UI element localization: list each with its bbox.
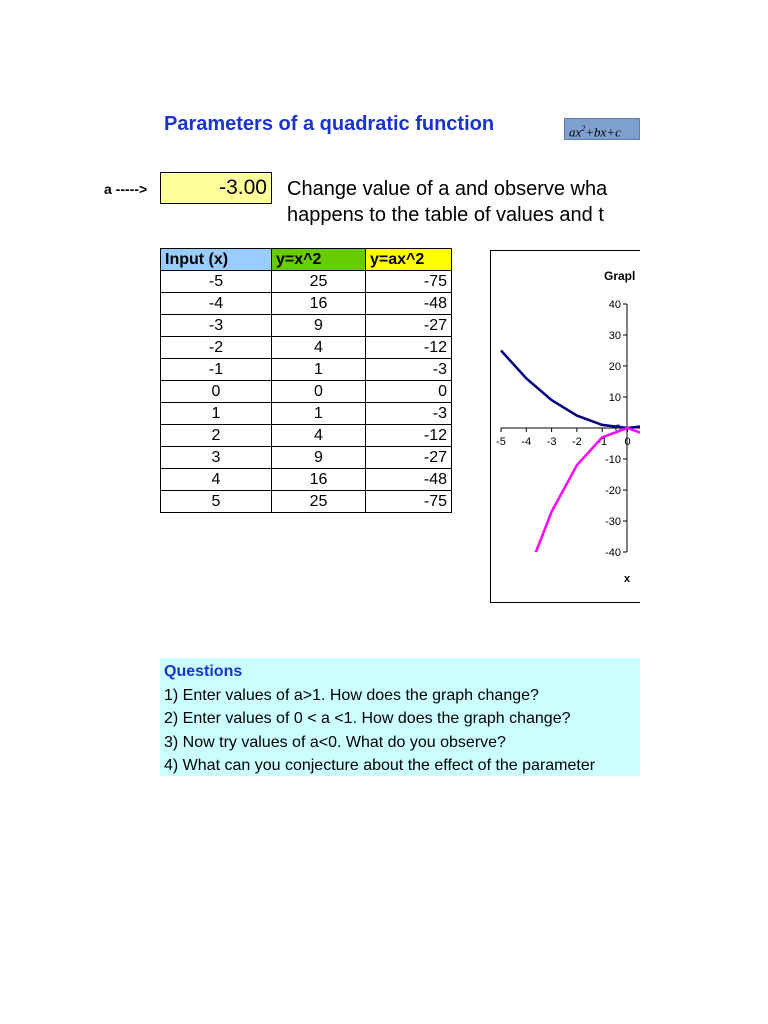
table-cell[interactable]: -75 xyxy=(366,491,452,513)
table-cell[interactable]: 2 xyxy=(161,425,272,447)
formula-exponent: 2 xyxy=(581,124,586,133)
table-cell[interactable]: 3 xyxy=(161,447,272,469)
y-tick-label: 30 xyxy=(608,330,621,342)
table-cell[interactable]: -27 xyxy=(366,315,452,337)
table-cell[interactable]: 1 xyxy=(272,403,366,425)
table-cell[interactable]: -5 xyxy=(161,271,272,293)
questions-heading: Questions xyxy=(164,663,243,680)
table-cell[interactable]: 9 xyxy=(272,447,366,469)
y-tick-label: 20 xyxy=(608,361,621,373)
table-cell[interactable]: -75 xyxy=(366,271,452,293)
table-cell[interactable]: 4 xyxy=(161,469,272,491)
table-cell[interactable]: -1 xyxy=(161,359,272,381)
x-tick-label: -4 xyxy=(521,436,532,448)
header-input-x: Input (x) xyxy=(161,249,272,271)
x-tick-label: 0 xyxy=(624,436,631,448)
y-tick-label: -40 xyxy=(605,547,621,559)
table-row xyxy=(161,293,452,315)
table-row xyxy=(161,337,452,359)
table-row xyxy=(161,359,452,381)
x-axis-label: x xyxy=(623,573,631,585)
table-cell[interactable]: 1 xyxy=(161,403,272,425)
table-cell[interactable]: -48 xyxy=(366,469,452,491)
question-2: 2) Enter values of 0 < a <1. How does the graph change? xyxy=(164,710,571,727)
table-cell[interactable]: 0 xyxy=(272,381,366,403)
instructions xyxy=(287,176,640,228)
formula-rest: +bx+c xyxy=(585,124,621,140)
values-table xyxy=(160,248,452,513)
question-3: 3) Now try values of a<0. What do you observe? xyxy=(164,733,506,751)
table-cell[interactable]: -4 xyxy=(161,293,272,315)
y-tick-label: -20 xyxy=(605,485,621,497)
table-cell[interactable]: 9 xyxy=(272,315,366,337)
table-cell[interactable]: -3 xyxy=(366,403,452,425)
table-cell[interactable]: -3 xyxy=(366,359,452,381)
table-row xyxy=(161,491,452,513)
instruction-line-1: Change value of a and observe wha xyxy=(287,178,608,200)
parameter-a-input[interactable]: -3.00 xyxy=(160,172,272,204)
table-cell[interactable]: 25 xyxy=(272,271,366,293)
table-cell[interactable]: 16 xyxy=(272,293,366,315)
x-tick-label: -2 xyxy=(572,436,582,448)
quadratic-chart xyxy=(491,251,640,604)
instruction-line-2: happens to the table of values and t xyxy=(287,204,604,226)
table-row xyxy=(161,403,452,425)
x-tick-label: -3 xyxy=(546,436,557,448)
header-y-ax2: y=ax^2 xyxy=(366,249,452,271)
table-cell[interactable]: 0 xyxy=(161,381,272,403)
table-cell[interactable]: -12 xyxy=(366,337,452,359)
x-tick-label: -1 xyxy=(597,436,608,448)
formula-term-a: ax xyxy=(569,124,582,140)
table-cell[interactable]: 0 xyxy=(366,381,452,403)
chart-container xyxy=(490,250,640,603)
table-cell[interactable]: 4 xyxy=(272,425,366,447)
table-cell[interactable]: -2 xyxy=(161,337,272,359)
table-cell[interactable]: -3 xyxy=(161,315,272,337)
table-row xyxy=(161,381,452,403)
table-cell[interactable]: 1 xyxy=(272,359,366,381)
table-row xyxy=(161,315,452,337)
table-cell[interactable]: -27 xyxy=(366,447,452,469)
page-title: Parameters of a quadratic function xyxy=(164,113,495,135)
chart-title: Grapl xyxy=(604,269,636,283)
question-4: 4) What can you conjecture about the effect of the parameter xyxy=(164,757,596,774)
questions-box xyxy=(160,658,640,776)
y-tick-label: -10 xyxy=(605,454,621,466)
y-tick-label: 10 xyxy=(608,392,621,404)
y-tick-label: 40 xyxy=(608,299,621,311)
table-cell[interactable]: 4 xyxy=(272,337,366,359)
header-y-x2: y=x^2 xyxy=(272,249,366,271)
table-cell[interactable]: 5 xyxy=(161,491,272,513)
table-row xyxy=(161,425,452,447)
table-cell[interactable]: 16 xyxy=(272,469,366,491)
y-tick-label: -30 xyxy=(605,516,621,528)
parameter-a-label: a -----> xyxy=(104,181,148,197)
y-tick-label: 0 xyxy=(614,423,621,435)
table-cell[interactable]: -12 xyxy=(366,425,452,447)
table-row xyxy=(161,469,452,491)
table-row xyxy=(161,271,452,293)
table-cell[interactable]: -48 xyxy=(366,293,452,315)
x-tick-label: -5 xyxy=(496,436,506,448)
table-body xyxy=(161,271,452,513)
formula-image xyxy=(564,118,640,140)
question-1: 1) Enter values of a>1. How does the graph change? xyxy=(164,686,539,704)
table-cell[interactable]: 25 xyxy=(272,491,366,513)
table-row xyxy=(161,447,452,469)
table-header-row xyxy=(161,249,452,271)
